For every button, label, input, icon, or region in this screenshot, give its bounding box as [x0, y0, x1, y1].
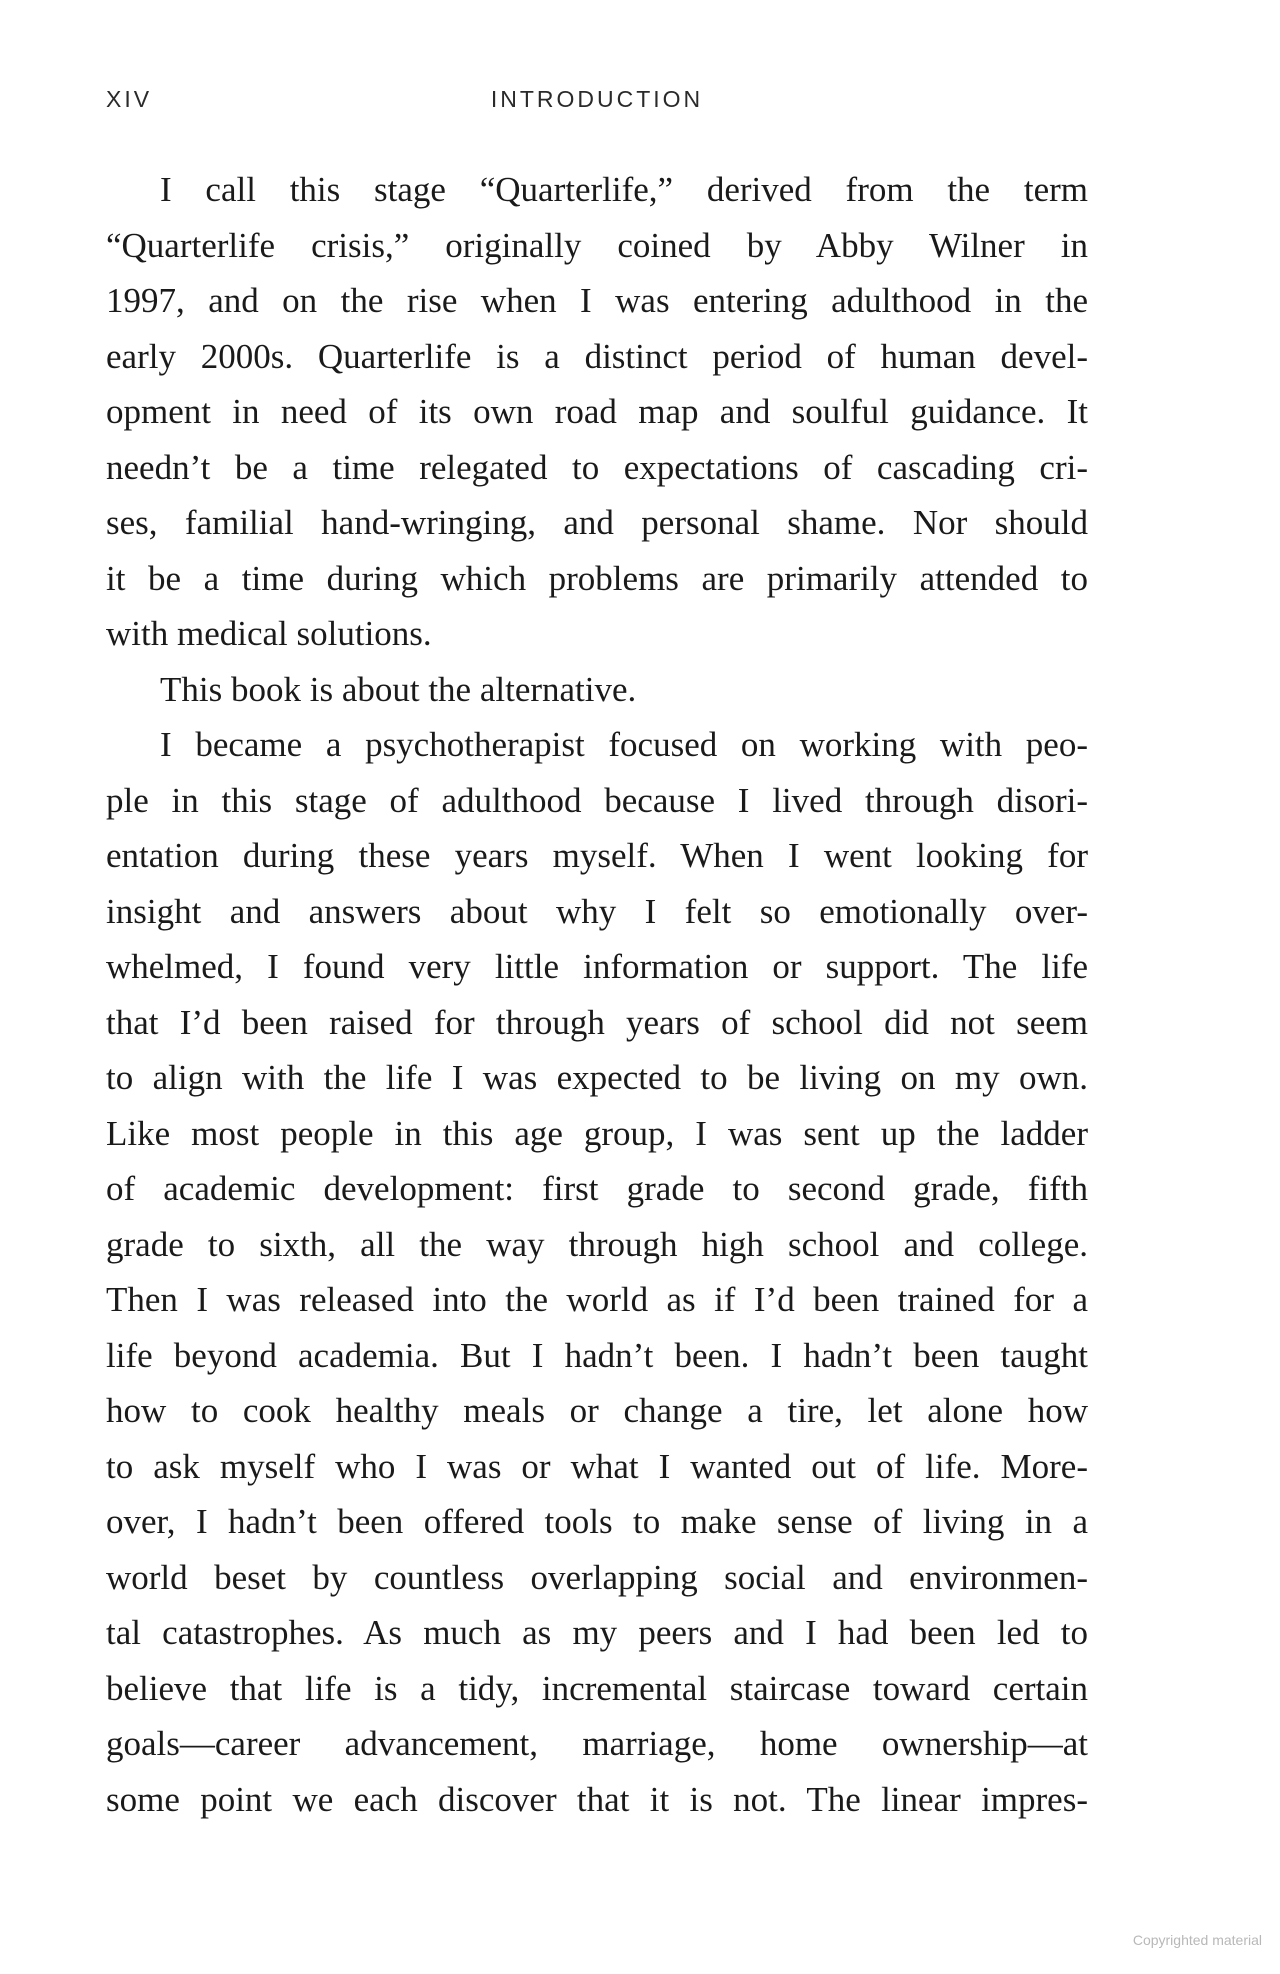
text-line: 1997, and on the rise when I was entering adulthood in the	[106, 281, 1088, 320]
text-line: how to cook healthy meals or change a tire, let alone how	[106, 1391, 1088, 1430]
text-line: opment in need of its own road map and soulful guidance. It	[106, 392, 1088, 431]
text-line: ple in this stage of adulthood because I lived through disori-	[106, 780, 1088, 820]
text-line: over, I hadn’t been offered tools to make sense of living in a	[106, 1502, 1088, 1541]
text-line: to ask myself who I was or what I wanted out of life. More-	[106, 1446, 1088, 1486]
text-line: to align with the life I was expected to be living on my own.	[106, 1058, 1088, 1097]
page-number: XIV	[106, 86, 153, 112]
text-line: ses, familial hand-wringing, and personal shame. Nor should	[106, 503, 1088, 542]
copyright-notice: Copyrighted material	[1132, 1932, 1262, 1948]
running-head	[106, 86, 1088, 116]
text-line: I call this stage “Quarterlife,” derived from the term	[160, 170, 1088, 209]
text-line: entation during these years myself. When I went looking for	[106, 836, 1088, 875]
text-line: believe that life is a tidy, incremental staircase toward certain	[106, 1668, 1088, 1708]
text-line: Then I was released into the world as if I’d been trained for a	[106, 1280, 1088, 1319]
text-line: it be a time during which problems are primarily attended to	[106, 558, 1088, 598]
text-line: I became a psychotherapist focused on working with peo-	[160, 725, 1088, 764]
text-line: life beyond academia. But I hadn’t been. I hadn’t been taught	[106, 1335, 1088, 1375]
text-line: that I’d been raised for through years of school did not seem	[106, 1002, 1088, 1042]
text-line: world beset by countless overlapping social and environmen-	[106, 1557, 1088, 1597]
chapter-title: INTRODUCTION	[490, 86, 704, 112]
text-line: Like most people in this age group, I was sent up the ladder	[106, 1113, 1088, 1153]
text-line: insight and answers about why I felt so emotionally over-	[106, 891, 1088, 931]
text-line: “Quarterlife crisis,” originally coined by Abby Wilner in	[106, 225, 1088, 265]
text-line: early 2000s. Quarterlife is a distinct period of human devel-	[106, 336, 1088, 376]
text-line: some point we each discover that it is not. The linear impres-	[106, 1779, 1088, 1819]
text-line: This book is about the alternative.	[160, 669, 637, 709]
text-line: whelmed, I found very little information or support. The life	[106, 947, 1088, 986]
text-line: with medical solutions.	[106, 614, 432, 653]
text-line: goals—career advancement, marriage, home ownership—at	[106, 1724, 1088, 1763]
text-line: grade to sixth, all the way through high school and college.	[106, 1224, 1088, 1264]
body-text	[106, 162, 1088, 1827]
text-line: of academic development: first grade to second grade, fifth	[106, 1169, 1088, 1208]
text-line: tal catastrophes. As much as my peers and I had been led to	[106, 1613, 1088, 1652]
text-line: needn’t be a time relegated to expectations of cascading cri-	[106, 447, 1088, 487]
